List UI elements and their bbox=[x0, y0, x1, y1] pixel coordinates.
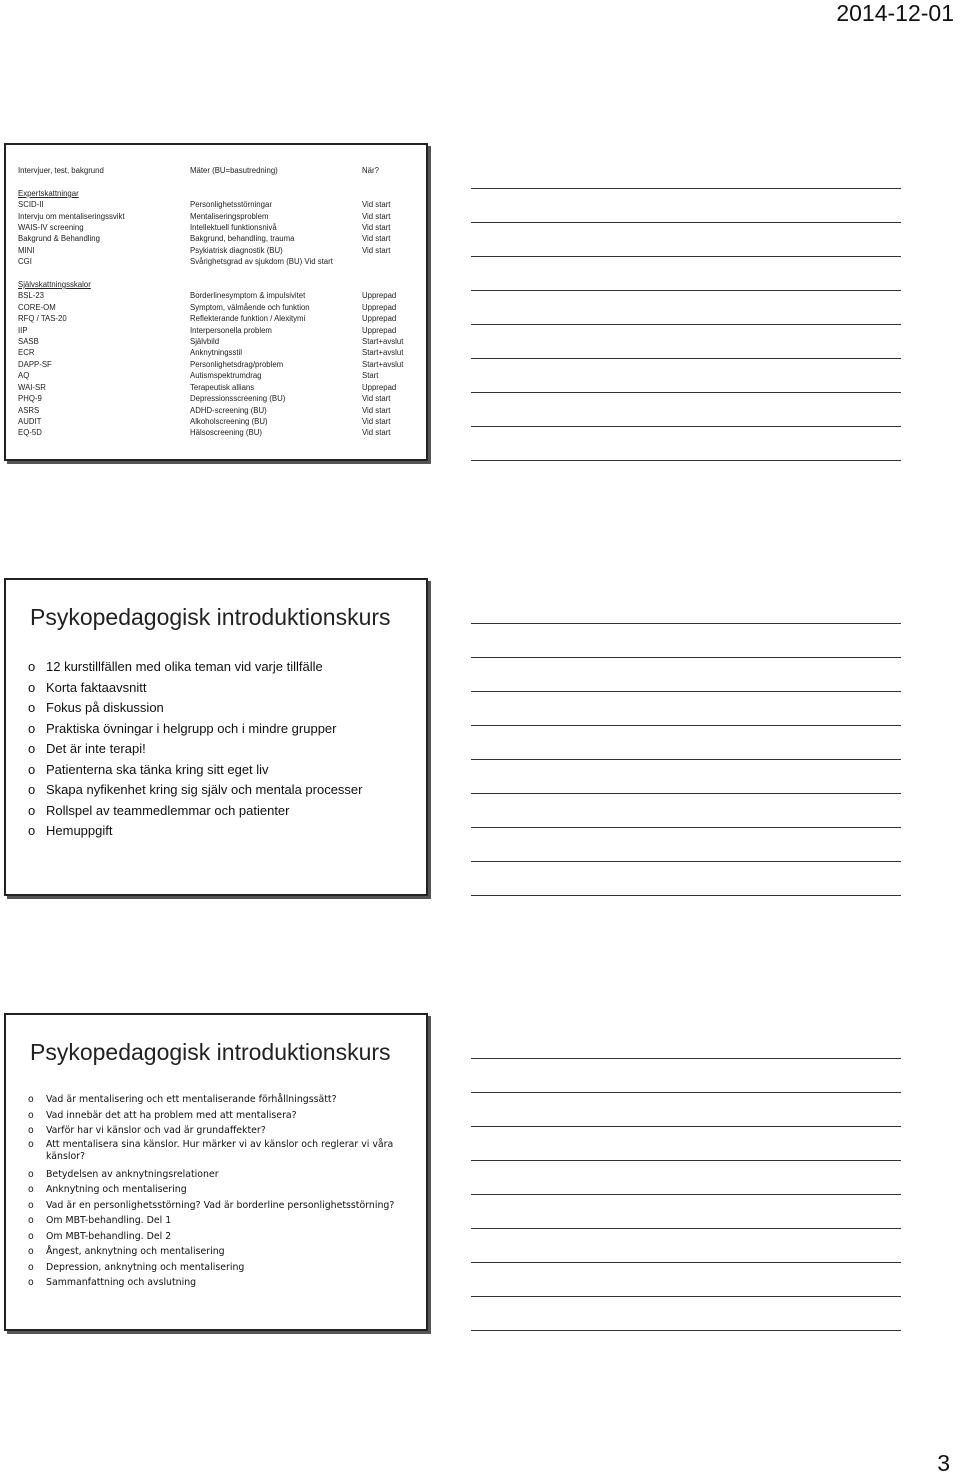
bullet-item bbox=[28, 1198, 408, 1214]
table-cell: Intellektuell funktionsnivå bbox=[190, 223, 277, 233]
table-row bbox=[18, 416, 422, 427]
bullet-text: 12 kurstillfällen med olika teman vid varje tillfälle bbox=[46, 659, 323, 674]
bullet-item bbox=[28, 1229, 408, 1245]
table-cell: SCID-II bbox=[18, 200, 44, 210]
section-title: Expertskattningar bbox=[18, 188, 79, 198]
table-row bbox=[18, 405, 422, 416]
table-cell: Intervju om mentaliseringssvikt bbox=[18, 211, 125, 221]
note-line bbox=[471, 793, 901, 794]
bullet-item bbox=[28, 1139, 408, 1167]
table-cell: Vid start bbox=[362, 211, 391, 221]
table-cell: WAI-SR bbox=[18, 382, 46, 392]
note-line bbox=[471, 290, 901, 291]
bullet-text: Patienterna ska tänka kring sitt eget liv bbox=[46, 761, 269, 777]
table-cell: MINI bbox=[18, 245, 35, 255]
bullet-marker-icon: o bbox=[28, 1125, 34, 1136]
bullet-marker-icon: o bbox=[28, 1277, 34, 1288]
note-line bbox=[471, 725, 901, 726]
bullet-marker-icon: o bbox=[28, 802, 36, 818]
bullet-item bbox=[28, 1275, 408, 1291]
bullet-item bbox=[28, 1123, 408, 1139]
bullet-item bbox=[28, 1260, 408, 1276]
expert-rows bbox=[18, 199, 422, 267]
table-cell: Vid start bbox=[362, 234, 391, 244]
table-cell: Svårighetsgrad av sjukdom (BU) Vid start bbox=[190, 257, 333, 267]
table-cell: Interpersonella problem bbox=[190, 325, 272, 335]
note-line bbox=[471, 392, 901, 393]
table-cell: Bakgrund, behandling, trauma bbox=[190, 234, 295, 244]
table-cell: PHQ-9 bbox=[18, 394, 42, 404]
bullet-text: Om MBT-behandling. Del 1 bbox=[46, 1215, 172, 1226]
note-line bbox=[471, 324, 901, 325]
bullet-text: Vad innebär det att ha problem med att mentalisera? bbox=[46, 1109, 297, 1121]
note-line bbox=[471, 1296, 901, 1297]
table-row bbox=[18, 347, 422, 358]
table-cell: CORE-OM bbox=[18, 302, 56, 312]
table-row bbox=[18, 245, 422, 256]
note-line bbox=[471, 1194, 901, 1195]
table-cell: Borderlinesymptom & impulsivitet bbox=[190, 291, 306, 301]
table-cell: IIP bbox=[18, 325, 28, 335]
table-cell: Personlighetsdrag/problem bbox=[190, 359, 284, 369]
bullet-text: Sammanfattning och avslutning bbox=[46, 1277, 197, 1288]
slide-title: Psykopedagogisk introduktionskurs bbox=[30, 1039, 391, 1065]
table-row bbox=[18, 290, 422, 301]
note-line bbox=[471, 861, 901, 862]
table-row bbox=[18, 393, 422, 404]
table-cell: Vid start bbox=[362, 394, 391, 404]
table-cell: Vid start bbox=[362, 428, 391, 438]
table-cell: RFQ / TAS-20 bbox=[18, 314, 67, 324]
note-line bbox=[471, 623, 901, 624]
table-cell: Upprepad bbox=[362, 314, 397, 324]
table-cell bbox=[362, 256, 422, 267]
table-cell: BSL-23 bbox=[18, 291, 45, 301]
slide-course-overview bbox=[4, 578, 428, 896]
table-cell: Anknytningsstil bbox=[190, 348, 243, 358]
bullet-marker-icon: o bbox=[28, 1138, 34, 1150]
bullet-text: Rollspel av teammedlemmar och patienter bbox=[46, 802, 290, 818]
table-cell: Vid start bbox=[362, 200, 391, 210]
bullet-item bbox=[28, 1182, 408, 1198]
table-cell: AQ bbox=[18, 371, 30, 381]
table-cell: Start+avslut bbox=[362, 359, 404, 369]
bullet-item bbox=[28, 780, 418, 801]
bullet-marker-icon: o bbox=[28, 782, 36, 797]
table-cell: Vid start bbox=[362, 223, 391, 233]
table-cell: Mentaliseringsproblem bbox=[190, 211, 269, 221]
bullet-item bbox=[28, 657, 418, 678]
bullet-marker-icon: o bbox=[28, 679, 36, 695]
bullet-item bbox=[28, 821, 418, 842]
note-line bbox=[471, 1262, 901, 1263]
table-cell: Personlighetsstörningar bbox=[190, 200, 272, 210]
table-cell: Vid start bbox=[362, 416, 391, 426]
bullet-marker-icon: o bbox=[28, 1109, 34, 1121]
bullet-text: Korta faktaavsnitt bbox=[46, 679, 147, 695]
bullet-marker-icon: o bbox=[28, 823, 36, 838]
bullet-list bbox=[28, 1092, 408, 1291]
bullet-item bbox=[28, 698, 418, 719]
section-title: Självskattningsskalor bbox=[18, 280, 91, 290]
slide-assessment-table bbox=[4, 143, 428, 461]
note-line bbox=[471, 426, 901, 427]
table-cell: ECR bbox=[18, 348, 35, 358]
self-rating-rows bbox=[18, 290, 422, 438]
table-cell: DAPP-SF bbox=[18, 359, 52, 369]
table-cell: Bakgrund & Behandling bbox=[18, 234, 100, 244]
slide-course-topics bbox=[4, 1013, 428, 1331]
table-cell: ADHD-screening (BU) bbox=[190, 405, 267, 415]
bullet-marker-icon: o bbox=[28, 1094, 34, 1105]
page-number: 3 bbox=[937, 1450, 950, 1476]
bullet-marker-icon: o bbox=[28, 1246, 34, 1257]
bullet-text: Vad är mentalisering och ett mentaliserande förhållningssätt? bbox=[46, 1094, 337, 1105]
table-cell: AUDIT bbox=[18, 416, 42, 426]
table-cell: Vid start bbox=[362, 405, 391, 415]
bullet-item bbox=[28, 1167, 408, 1183]
table-cell: Start+avslut bbox=[362, 348, 404, 358]
table-cell: Upprepad bbox=[362, 291, 397, 301]
table-cell: Vid start bbox=[362, 245, 391, 255]
bullet-marker-icon: o bbox=[28, 1199, 34, 1211]
table-cell: Autismspektrumdrag bbox=[190, 371, 262, 381]
table-row bbox=[18, 313, 422, 324]
table-cell: WAIS-IV screening bbox=[18, 223, 84, 233]
table-cell: Självbild bbox=[190, 337, 220, 347]
table-cell: Depressionsscreening (BU) bbox=[190, 394, 286, 404]
table-row bbox=[18, 427, 422, 438]
note-line bbox=[471, 895, 901, 896]
table-cell: Alkoholscreening (BU) bbox=[190, 416, 268, 426]
bullet-item bbox=[28, 1108, 408, 1124]
bullet-text: Praktiska övningar i helgrupp och i mindre grupper bbox=[46, 720, 337, 736]
note-line bbox=[471, 460, 901, 461]
note-line bbox=[471, 691, 901, 692]
bullet-text: Hemuppgift bbox=[46, 823, 113, 838]
table-cell: EQ-5D bbox=[18, 428, 42, 438]
table-cell: Psykiatrisk diagnostik (BU) bbox=[190, 245, 283, 255]
bullet-text: Att mentalisera sina känslor. Hur märker vi av känslor och reglerar vi våra känslor? bbox=[46, 1138, 394, 1162]
bullet-text: Om MBT-behandling. Del 2 bbox=[46, 1230, 172, 1242]
header-date: 2014-12-01 bbox=[836, 0, 954, 26]
table-row bbox=[18, 336, 422, 347]
table-row bbox=[18, 359, 422, 370]
bullet-list bbox=[28, 657, 418, 842]
note-line bbox=[471, 1058, 901, 1059]
bullet-text: Varför har vi känslor och vad är grundaffekter? bbox=[46, 1125, 266, 1136]
bullet-marker-icon: o bbox=[28, 720, 36, 736]
bullet-text: Vad är en personlighetsstörning? Vad är borderline personlighetsstörning? bbox=[46, 1199, 395, 1211]
bullet-marker-icon: o bbox=[28, 1184, 34, 1195]
note-line bbox=[471, 1092, 901, 1093]
bullet-marker-icon: o bbox=[28, 1230, 34, 1242]
table-cell: Symptom, välmående och funktion bbox=[190, 302, 310, 312]
table-cell: Start+avslut bbox=[362, 337, 404, 347]
header-cell: Mäter (BU=basutredning) bbox=[190, 166, 278, 175]
note-line bbox=[471, 358, 901, 359]
bullet-text: Betydelsen av anknytningsrelationer bbox=[46, 1168, 219, 1180]
bullet-marker-icon: o bbox=[28, 761, 36, 777]
table-row bbox=[18, 382, 422, 393]
table-row bbox=[18, 211, 422, 222]
bullet-item bbox=[28, 678, 418, 699]
note-line bbox=[471, 222, 901, 223]
note-line bbox=[471, 1330, 901, 1331]
bullet-marker-icon: o bbox=[28, 700, 36, 715]
bullet-item bbox=[28, 719, 418, 740]
note-line bbox=[471, 657, 901, 658]
note-line bbox=[471, 188, 901, 189]
note-line bbox=[471, 1228, 901, 1229]
note-line bbox=[471, 256, 901, 257]
table-row bbox=[18, 256, 422, 267]
bullet-item bbox=[28, 1244, 408, 1260]
bullet-text: Depression, anknytning och mentalisering bbox=[46, 1261, 245, 1273]
table-cell: Hälsoscreening (BU) bbox=[190, 428, 262, 438]
table-header-row bbox=[18, 165, 422, 176]
bullet-text: Ångest, anknytning och mentalisering bbox=[46, 1246, 225, 1257]
table-cell: Upprepad bbox=[362, 302, 397, 312]
bullet-text: Anknytning och mentalisering bbox=[46, 1184, 187, 1195]
header-cell: När? bbox=[362, 166, 379, 175]
header-cell: Intervjuer, test, bakgrund bbox=[18, 166, 104, 175]
bullet-text: Det är inte terapi! bbox=[46, 741, 146, 756]
note-line bbox=[471, 759, 901, 760]
table-cell: Terapeutisk allians bbox=[190, 382, 255, 392]
note-line bbox=[471, 1126, 901, 1127]
bullet-item bbox=[28, 1213, 408, 1229]
bullet-item bbox=[28, 801, 418, 822]
table-row bbox=[18, 325, 422, 336]
bullet-item bbox=[28, 1092, 408, 1108]
table-row bbox=[18, 370, 422, 381]
bullet-item bbox=[28, 760, 418, 781]
bullet-marker-icon: o bbox=[28, 1168, 34, 1180]
assessment-table bbox=[18, 165, 422, 439]
note-line bbox=[471, 1160, 901, 1161]
bullet-marker-icon: o bbox=[28, 659, 36, 674]
bullet-marker-icon: o bbox=[28, 1261, 34, 1273]
bullet-text: Skapa nyfikenhet kring sig själv och mentala processer bbox=[46, 782, 363, 797]
table-cell: Start bbox=[362, 371, 379, 381]
bullet-text: Fokus på diskussion bbox=[46, 700, 164, 715]
table-row bbox=[18, 233, 422, 244]
note-line bbox=[471, 827, 901, 828]
bullet-marker-icon: o bbox=[28, 1215, 34, 1226]
table-row bbox=[18, 302, 422, 313]
slide-title: Psykopedagogisk introduktionskurs bbox=[30, 604, 391, 630]
table-row bbox=[18, 222, 422, 233]
table-cell: Upprepad bbox=[362, 325, 397, 335]
table-cell: Upprepad bbox=[362, 382, 397, 392]
table-cell: SASB bbox=[18, 337, 39, 347]
table-cell: ASRS bbox=[18, 405, 40, 415]
table-row bbox=[18, 199, 422, 210]
bullet-marker-icon: o bbox=[28, 741, 36, 756]
table-cell: CGI bbox=[18, 257, 32, 267]
table-cell: Reflekterande funktion / Alexitymi bbox=[190, 314, 306, 324]
bullet-item bbox=[28, 739, 418, 760]
